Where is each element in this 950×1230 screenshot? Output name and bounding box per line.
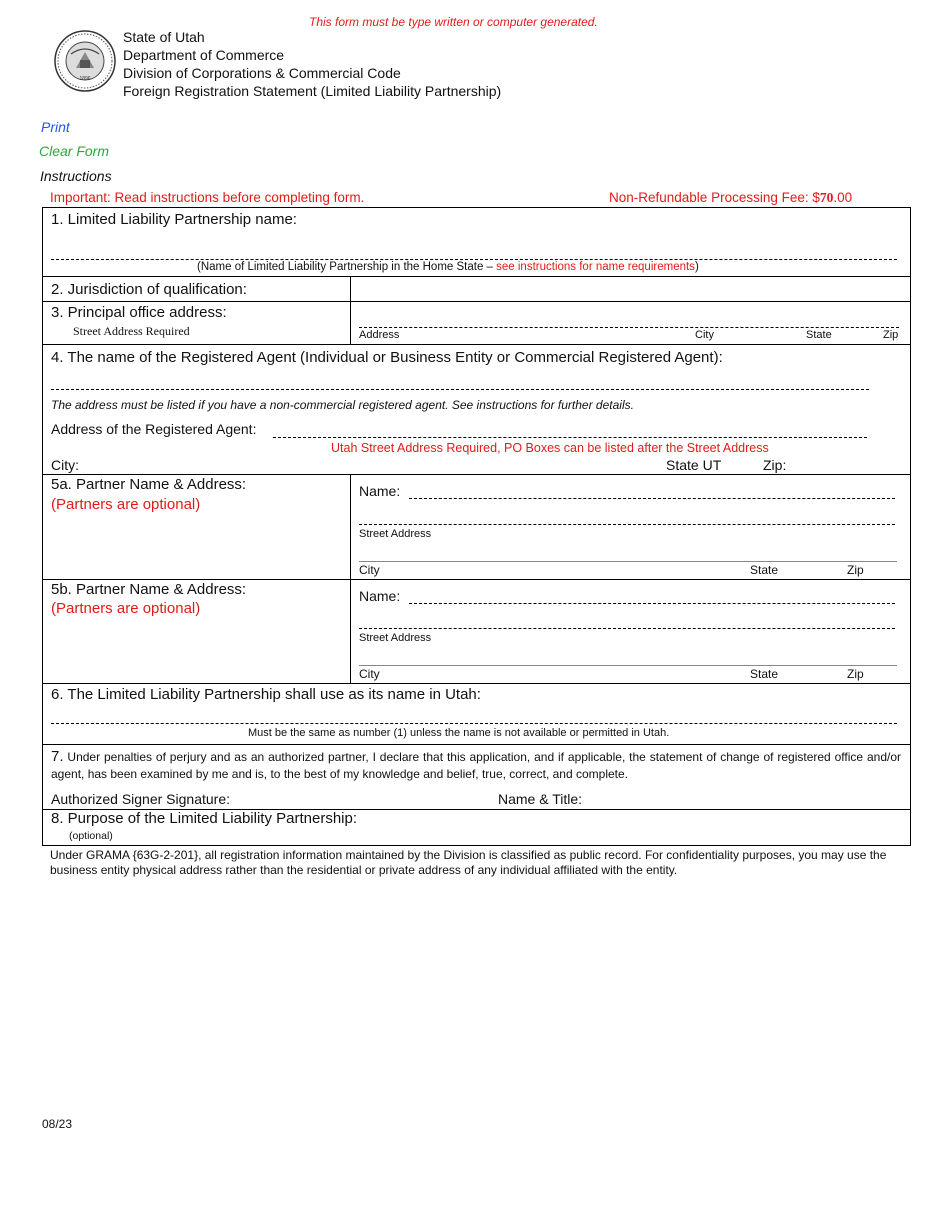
divider xyxy=(43,301,910,302)
agent-address-label: Address of the Registered Agent: xyxy=(51,421,257,437)
divider xyxy=(43,474,910,475)
signature-field[interactable] xyxy=(251,788,491,808)
llp-name-field[interactable] xyxy=(51,259,897,260)
form-date: 08/23 xyxy=(42,1117,73,1131)
name-title-label: Name & Title: xyxy=(498,791,583,807)
sec6-caption: Must be the same as number (1) unless the name is not available or permitted in Utah. xyxy=(248,727,670,739)
name-requirements-link[interactable]: see instructions for name requirements xyxy=(496,261,695,273)
sec7-text: Under penalties of perjury and as an authorized partner, I declare that this application, and if applicable, the statement of change of registered office and/or agent, has been examined by me and is, to the best of my knowledge and belief, true, correct, and complete. xyxy=(51,750,901,781)
utah-seal-icon xyxy=(54,30,116,92)
partner-a-zip-caption: Zip xyxy=(847,563,864,577)
partner-b-state-caption: State xyxy=(750,667,779,681)
partner-a-name-label: Name: xyxy=(359,483,401,499)
processing-fee xyxy=(609,190,852,206)
signature-label: Authorized Signer Signature: xyxy=(51,791,230,807)
fee-label: Non-Refundable Processing Fee: $ xyxy=(609,190,820,205)
sec3-label: 3. Principal office address: xyxy=(51,304,227,321)
registration-form xyxy=(42,207,911,846)
sec8-label: 8. Purpose of the Limited Liability Partnership: xyxy=(51,810,357,827)
agent-address-field[interactable] xyxy=(273,437,867,438)
grama-footer: Under GRAMA {63G-2-201}, all registration information maintained by the Division is classified as public record. For confidentiality purposes, you may use the business entity physical address rather than the residential or private address of any individual affiliated with the entity. xyxy=(50,848,887,877)
divider xyxy=(350,276,351,344)
partner-a-city-field[interactable] xyxy=(359,561,897,562)
divider xyxy=(43,744,910,745)
partner-b-city-field[interactable] xyxy=(359,665,897,666)
header-form-title: Foreign Registration Statement (Limited Liability Partnership) xyxy=(123,83,502,99)
principal-address-field[interactable] xyxy=(359,327,899,328)
purpose-field[interactable] xyxy=(423,811,903,841)
utah-name-field[interactable] xyxy=(51,723,897,724)
zip-caption: Zip xyxy=(883,329,899,341)
sec5a-optional: (Partners are optional) xyxy=(51,496,201,513)
header-division: Division of Corporations & Commercial Code xyxy=(123,65,401,81)
partner-a-name-field[interactable] xyxy=(409,498,895,499)
divider xyxy=(350,474,351,683)
instructions-link[interactable]: Instructions xyxy=(40,168,112,184)
sec3-sub: Street Address Required xyxy=(73,324,190,338)
sec1-caption-a: (Name of Limited Liability Partnership in the Home State – xyxy=(197,261,497,273)
state-caption: State xyxy=(806,329,832,341)
sec1-caption xyxy=(197,261,699,273)
divider xyxy=(43,344,910,345)
sec7-declaration xyxy=(51,748,901,783)
sec5b-optional: (Partners are optional) xyxy=(51,600,201,617)
sec5a-label: 5a. Partner Name & Address: xyxy=(51,476,247,493)
partner-b-name-field[interactable] xyxy=(409,603,895,604)
agent-state-label: State UT xyxy=(666,457,722,473)
header-state: State of Utah xyxy=(123,29,205,45)
sec2-label: 2. Jurisdiction of qualification: xyxy=(51,281,247,298)
agency-header xyxy=(123,28,501,100)
header-department: Department of Commerce xyxy=(123,47,285,63)
divider xyxy=(43,683,910,684)
city-caption: City xyxy=(695,329,714,341)
fee-amount: 70 xyxy=(819,190,834,205)
sec1-caption-c: ) xyxy=(694,261,699,273)
sec8-optional: (optional) xyxy=(69,830,113,842)
partner-b-city-caption: City xyxy=(359,667,380,681)
name-title-field[interactable] xyxy=(595,788,895,808)
sec5b-label: 5b. Partner Name & Address: xyxy=(51,581,247,598)
sec1-label: 1. Limited Liability Partnership name: xyxy=(51,211,297,228)
print-button[interactable]: Print xyxy=(41,119,70,135)
partner-a-street-field[interactable] xyxy=(359,524,895,525)
agent-city-label: City: xyxy=(51,457,79,473)
divider xyxy=(43,579,910,580)
partner-b-zip-caption: Zip xyxy=(847,667,864,681)
partner-a-city-caption: City xyxy=(359,563,380,577)
utah-address-note: Utah Street Address Required, PO Boxes can be listed after the Street Address xyxy=(331,441,769,455)
partner-b-name-label: Name: xyxy=(359,588,401,604)
registered-agent-name-field[interactable] xyxy=(51,389,869,390)
important-notice: Important: Read instructions before completing form. xyxy=(50,190,365,205)
address-caption: Address xyxy=(359,329,400,341)
svg-text:1896: 1896 xyxy=(79,76,91,82)
sec4-label: 4. The name of the Registered Agent (Individual or Business Entity or Commercial Registered Agent): xyxy=(51,349,723,366)
agent-zip-label: Zip: xyxy=(763,457,787,473)
partner-b-street-caption: Street Address xyxy=(359,632,432,644)
sec4-note: The address must be listed if you have a non-commercial registered agent. See instructions for further details. xyxy=(51,398,634,412)
sec7-number: 7. xyxy=(51,748,64,765)
fee-cents: .00 xyxy=(833,190,853,205)
sec6-label: 6. The Limited Liability Partnership shall use as its name in Utah: xyxy=(51,686,481,703)
partner-b-street-field[interactable] xyxy=(359,628,895,629)
typewritten-notice: This form must be type written or computer generated. xyxy=(309,15,598,29)
partner-a-state-caption: State xyxy=(750,563,779,577)
partner-a-street-caption: Street Address xyxy=(359,528,432,540)
clear-form-button[interactable]: Clear Form xyxy=(39,143,110,159)
jurisdiction-field[interactable] xyxy=(352,277,909,300)
